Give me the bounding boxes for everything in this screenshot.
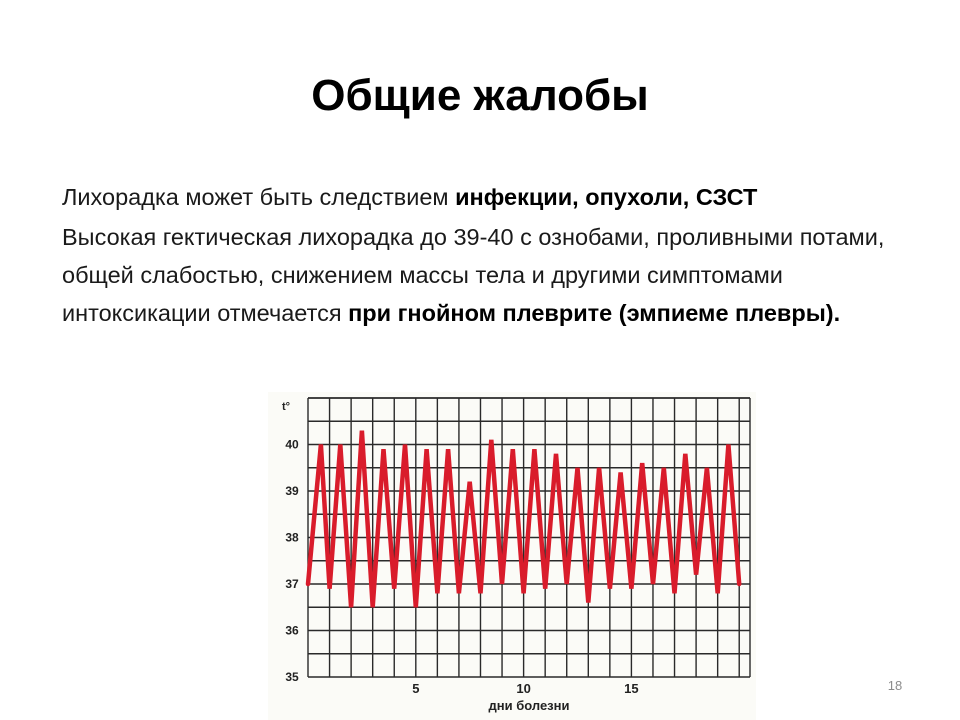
paragraph-2-bold: при гнойном плеврите (эмпиеме плевры). <box>348 300 841 326</box>
y-tick-label: 37 <box>285 577 299 591</box>
paragraph-2-text: Высокая гектическая лихорадка до 39-40 с ознобами, проливными потами, общей слабостью, снижением массы тела и другими симптомами интоксикации отмечается <box>62 224 885 326</box>
paragraph-1-bold: инфекции, опухоли, СЗСТ <box>455 184 758 210</box>
slide-title: Общие жалобы <box>311 71 649 120</box>
y-tick-label: 36 <box>285 623 299 638</box>
y-axis-label: t° <box>282 401 291 413</box>
temperature-chart-svg <box>268 392 756 720</box>
x-tick-label: 10 <box>516 681 531 696</box>
y-tick-label: 40 <box>285 437 299 452</box>
paragraph-1-text: Лихорадка может быть следствием <box>62 184 456 210</box>
page-number: 18 <box>887 678 903 693</box>
x-tick-label: 5 <box>412 681 420 696</box>
temperature-chart <box>268 392 756 720</box>
x-tick-label: 15 <box>624 681 639 696</box>
paragraph-fever-causes <box>62 178 922 216</box>
paragraph-hectic-fever <box>62 218 922 332</box>
x-axis-label: дни болезни <box>488 698 570 713</box>
y-tick-label: 39 <box>285 484 299 498</box>
slide-body <box>62 178 922 334</box>
y-tick-label: 38 <box>285 530 299 545</box>
y-tick-label: 35 <box>285 670 299 684</box>
